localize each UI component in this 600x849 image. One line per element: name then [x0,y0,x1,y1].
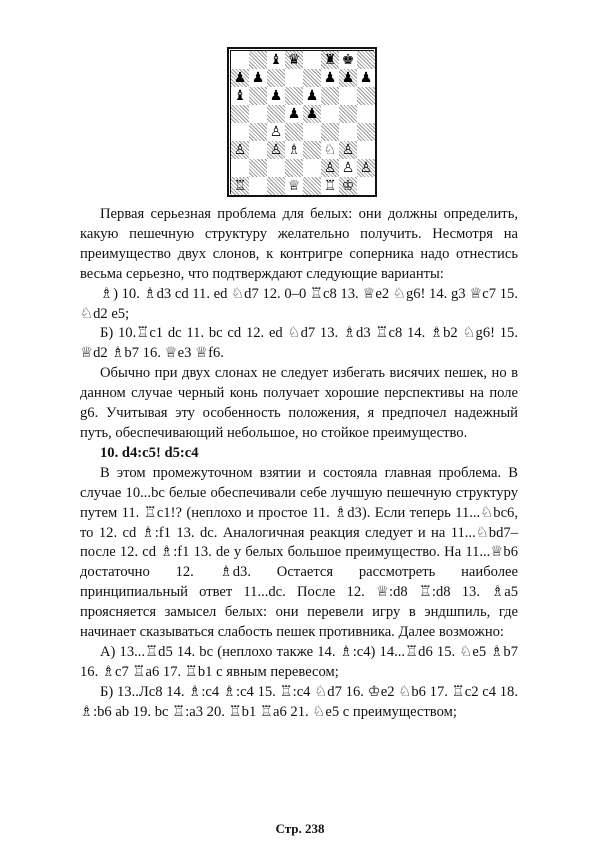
board-square [321,141,339,159]
chess-piece: ♝ [269,52,283,68]
chess-piece: ♙ [269,142,283,158]
board-square [285,177,303,195]
board-square [285,141,303,159]
board-square [357,87,375,105]
board-square [231,123,249,141]
board-square [339,177,357,195]
board-square [321,51,339,69]
board-square [339,69,357,87]
board-square [303,177,321,195]
board-square [267,141,285,159]
board-square [339,87,357,105]
paragraph: Б) 13..Лс8 14. ♗:c4 ♗:c4 15. ♖:c4 ♘d7 16. ♔e2 ♘b6 17. ♖c2 c4 18. ♗:b6 ab 19. bc ♖:a3 20. ♖b1 ♖a6 21. ♘e5 с преимуществом; [80,683,518,720]
chess-piece: ♛ [287,52,301,68]
board-square [285,105,303,123]
board-square [249,69,267,87]
chess-piece: ♙ [341,160,355,176]
chess-piece: ♙ [323,160,337,176]
chess-piece: ♟ [251,70,265,86]
paragraph: Б) 10.♖c1 dc 11. bc cd 12. ed ♘d7 13. ♗d3 ♖c8 14. ♗b2 ♘g6! 15. ♕d2 ♗b7 16. ♕e3 ♕f6. [80,325,518,362]
paragraph: А) 13...♖d5 14. bc (неплохо также 14. ♗:c4) 14...♖d6 15. ♘e5 ♗b7 16. ♗c7 ♖a6 17. ♖b1 с явным перевесом; [80,643,518,680]
board-square [339,141,357,159]
chess-piece: ♟ [323,70,337,86]
board-square [285,159,303,177]
chess-piece: ♟ [359,70,373,86]
chess-piece: ♝ [233,88,247,104]
board-square [303,123,321,141]
board-square [321,87,339,105]
chess-piece: ♕ [287,178,301,194]
chess-piece: ♙ [341,142,355,158]
paragraph: Обычно при двух слонах не следует избегать висячих пешек, но в данном случае черный конь получает хорошие перспективы на поле g6. Учитывая эту особенность положения, я предпочел надежный путь, обеспечивающий небольшое, но стойкое преимущество. [80,365,518,441]
board-square [231,141,249,159]
board-square [321,123,339,141]
board-square [285,51,303,69]
board-square [231,177,249,195]
board-square [303,87,321,105]
board-square [321,159,339,177]
board-square [249,51,267,69]
board-square [249,159,267,177]
board-square [249,123,267,141]
board-square [357,159,375,177]
chess-piece: ♟ [305,88,319,104]
chess-board [230,50,374,194]
chess-piece: ♙ [359,160,373,176]
chess-piece: ♟ [233,70,247,86]
board-square [321,177,339,195]
board-square [267,87,285,105]
board-square [267,159,285,177]
board-square [357,69,375,87]
board-square [339,105,357,123]
chess-piece: ♖ [323,178,337,194]
chess-piece: ♘ [323,142,337,158]
board-square [285,69,303,87]
chess-piece: ♙ [233,142,247,158]
board-square [249,87,267,105]
board-square [285,123,303,141]
chess-piece: ♚ [341,52,355,68]
board-square [231,69,249,87]
board-square [249,141,267,159]
board-square [321,105,339,123]
chess-piece: ♟ [341,70,355,86]
chess-piece: ♟ [287,106,301,122]
board-square [231,105,249,123]
board-square [303,141,321,159]
chess-piece: ♙ [269,124,283,140]
board-square [357,123,375,141]
board-square [303,159,321,177]
board-square [357,105,375,123]
paragraph: Первая серьезная проблема для белых: они должны определить, какую пешечную структуру желательно получить. Несмотря на преимущество двух слонов, к контригре соперника надо отнестись весьма серьезно, что подтверждают следующие варианты: [80,206,518,282]
board-square [231,51,249,69]
move-heading: 10. d4:c5! d5:c4 [100,444,199,461]
board-square [321,69,339,87]
board-square [249,177,267,195]
paragraph: ♗) 10. ♗d3 cd 11. ed ♘d7 12. 0–0 ♖c8 13. ♕e2 ♘g6! 14. g3 ♕c7 15. ♘d2 e5; [80,285,518,322]
board-square [303,105,321,123]
board-square [267,123,285,141]
board-square [231,159,249,177]
board-square [339,123,357,141]
page-number: Стр. 238 [275,821,325,836]
board-square [267,177,285,195]
board-square [267,105,285,123]
board-square [267,51,285,69]
chess-piece: ♗ [287,142,301,158]
board-square [357,141,375,159]
board-square [303,51,321,69]
chess-piece: ♔ [341,178,355,194]
chess-piece: ♜ [323,52,337,68]
board-square [357,177,375,195]
chess-diagram [227,47,377,197]
chess-piece: ♖ [233,178,247,194]
board-square [303,69,321,87]
board-square [267,69,285,87]
board-square [285,87,303,105]
board-square [339,159,357,177]
board-square [231,87,249,105]
board-square [249,105,267,123]
chess-piece: ♟ [269,88,283,104]
board-square [357,51,375,69]
paragraph: В этом промежуточном взятии и состояла главная проблема. В случае 10...bc белые обеспечивали себе лучшую пешечную структуру путем 11. ♖c1!? (неплохо и простое 11. ♗d3). Если теперь 11...♘bc6, то 12. cd ♗:f1 13. dc. Аналогичная реакция следует и на 11...♘bd7– после 12. cd ♗:f1 13. de у белых большое преимущество. На 11...♕b6 достаточно 12. ♗d3. Остается рассмотреть наиболее принципиальный ответ 11...dc. После 12. ♕:d8 ♖:d8 13. ♗a5 проясняется замысел белых: они перевели игру в эндшпиль, где начинает сказываться слабость пешек противника. Далее возможно: [80,464,518,641]
board-square [339,51,357,69]
article-text [80,205,518,723]
chess-piece: ♟ [305,106,319,122]
